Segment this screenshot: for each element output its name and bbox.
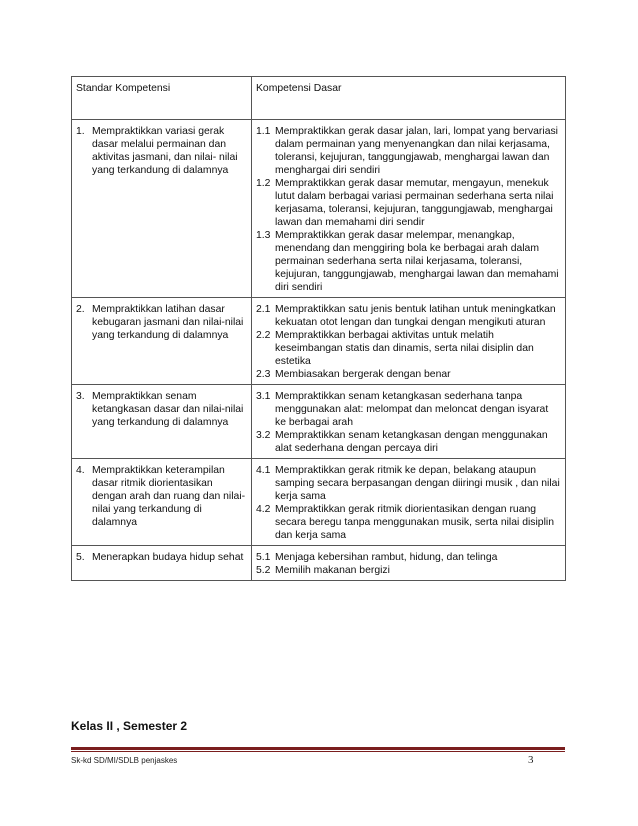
standar-kompetensi-cell xyxy=(72,298,252,385)
kd-number: 1.2 xyxy=(256,178,271,189)
kd-item xyxy=(256,329,561,368)
kd-item xyxy=(256,564,561,577)
sk-number: 4. xyxy=(76,465,85,476)
kd-number: 1.1 xyxy=(256,126,271,137)
kd-number: 5.1 xyxy=(256,552,271,563)
kd-text: Mempraktikkan senam ketangkasan dengan menggunakan alat sederhana dengan percaya diri xyxy=(275,430,548,454)
header-standar-kompetensi: Standar Kompetensi xyxy=(72,77,252,120)
standar-kompetensi-cell xyxy=(72,459,252,546)
kd-number: 4.1 xyxy=(256,465,271,476)
table-row xyxy=(72,459,566,546)
table-row xyxy=(72,298,566,385)
kd-text: Mempraktikkan berbagai aktivitas untuk melatih keseimbangan statis dan dinamis, serta nilai disiplin dan estetika xyxy=(275,330,534,367)
kd-number: 1.3 xyxy=(256,230,271,241)
kd-number: 2.1 xyxy=(256,304,271,315)
sk-number: 3. xyxy=(76,391,85,402)
standar-kompetensi-cell xyxy=(72,546,252,581)
footer-rule-thick xyxy=(71,747,565,750)
kd-text: Mempraktikkan senam ketangkasan sederhana tanpa menggunakan alat: melompat dan meloncat dengan isyarat ke berbagai arah xyxy=(275,391,549,428)
kompetensi-dasar-cell xyxy=(252,385,566,459)
standar-kompetensi-cell xyxy=(72,120,252,298)
kd-item xyxy=(256,368,561,381)
sk-text: Mempraktikkan latihan dasar kebugaran jasmani dan nilai-nilai yang terkandung di dalamnya xyxy=(92,304,244,341)
kd-item xyxy=(256,390,561,429)
table-row xyxy=(72,385,566,459)
kd-item xyxy=(256,464,561,503)
kd-item xyxy=(256,229,561,294)
kd-text: Mempraktikkan gerak dasar memutar, mengayun, menekuk lutut dalam berbagai variasi permainan sederhana serta nilai kerjasama, toleransi, kejujuran, tanggungjawab, menghargai lawan dan memahami diri sendir xyxy=(275,178,554,228)
kompetensi-dasar-cell xyxy=(252,459,566,546)
sk-item xyxy=(76,125,247,177)
kd-text: Menjaga kebersihan rambut, hidung, dan telinga xyxy=(275,552,498,563)
kd-text: Mempraktikkan gerak ritmik ke depan, belakang ataupun samping secara berpasangan dengan diiringi musik , dan nilai kerja sama xyxy=(275,465,560,502)
kompetensi-dasar-cell xyxy=(252,546,566,581)
section-heading: Kelas II , Semester 2 xyxy=(71,719,188,733)
sk-number: 1. xyxy=(76,126,85,137)
kd-item xyxy=(256,125,561,177)
table-header-row xyxy=(72,77,566,120)
kd-text: Memilih makanan bergizi xyxy=(275,565,390,576)
kd-item xyxy=(256,503,561,542)
page-number: 3 xyxy=(528,754,534,766)
footer-rule-thin xyxy=(71,751,565,752)
sk-item xyxy=(76,464,247,529)
competency-table xyxy=(71,76,566,581)
sk-item xyxy=(76,551,247,564)
kd-number: 3.1 xyxy=(256,391,271,402)
kd-number: 4.2 xyxy=(256,504,271,515)
table-row xyxy=(72,546,566,581)
sk-text: Mempraktikkan variasi gerak dasar melalui permainan dan aktivitas jasmani, dan nilai- nilai yang terkandung di dalamnya xyxy=(92,126,238,176)
sk-number: 5. xyxy=(76,552,85,563)
kd-text: Mempraktikkan gerak ritmik diorientasikan dengan ruang secara beregu tanpa menggunakan musik, serta nilai disiplin dan kerja sama xyxy=(275,504,554,541)
kompetensi-dasar-cell xyxy=(252,120,566,298)
kd-number: 3.2 xyxy=(256,430,271,441)
kd-number: 2.3 xyxy=(256,369,271,380)
sk-text: Mempraktikkan senam ketangkasan dasar dan nilai-nilai yang terkandung di dalamnya xyxy=(92,391,244,428)
kd-text: Mempraktikkan gerak dasar jalan, lari, lompat yang bervariasi dalam permainan yang menyenangkan dan nilai kerjasama, toleransi, kejujuran, tanggungjawab, menghargai lawan dan menghargai diri sendiri xyxy=(275,126,558,176)
sk-text: Mempraktikkan keterampilan dasar ritmik diorientasikan dengan arah dan ruang dan nilai-nilai yang terkandung di dalamnya xyxy=(92,465,246,528)
kd-item xyxy=(256,551,561,564)
sk-item xyxy=(76,303,247,342)
kd-text: Mempraktikkan satu jenis bentuk latihan untuk meningkatkan kekuatan otot lengan dan tungkai dengan mengikuti aturan xyxy=(275,304,556,328)
sk-text: Menerapkan budaya hidup sehat xyxy=(92,552,244,563)
sk-number: 2. xyxy=(76,304,85,315)
table-row xyxy=(72,120,566,298)
kd-number: 5.2 xyxy=(256,565,271,576)
kompetensi-dasar-cell xyxy=(252,298,566,385)
footer-left-text: Sk-kd SD/MI/SDLB penjaskes xyxy=(71,756,178,765)
standar-kompetensi-cell xyxy=(72,385,252,459)
kd-text: Membiasakan bergerak dengan benar xyxy=(275,369,451,380)
kd-text: Mempraktikkan gerak dasar melempar, menangkap, menendang dan menggiring bola ke berbagai arah dalam permainan sederhana serta nilai kerjasama, toleransi, kejujuran, tanggungjawab, menghargai lawan dan memahami diri sendiri xyxy=(275,230,559,293)
header-kompetensi-dasar: Kompetensi Dasar xyxy=(252,77,566,120)
kd-item xyxy=(256,303,561,329)
sk-item xyxy=(76,390,247,429)
kd-item xyxy=(256,429,561,455)
kd-item xyxy=(256,177,561,229)
kd-number: 2.2 xyxy=(256,330,271,341)
